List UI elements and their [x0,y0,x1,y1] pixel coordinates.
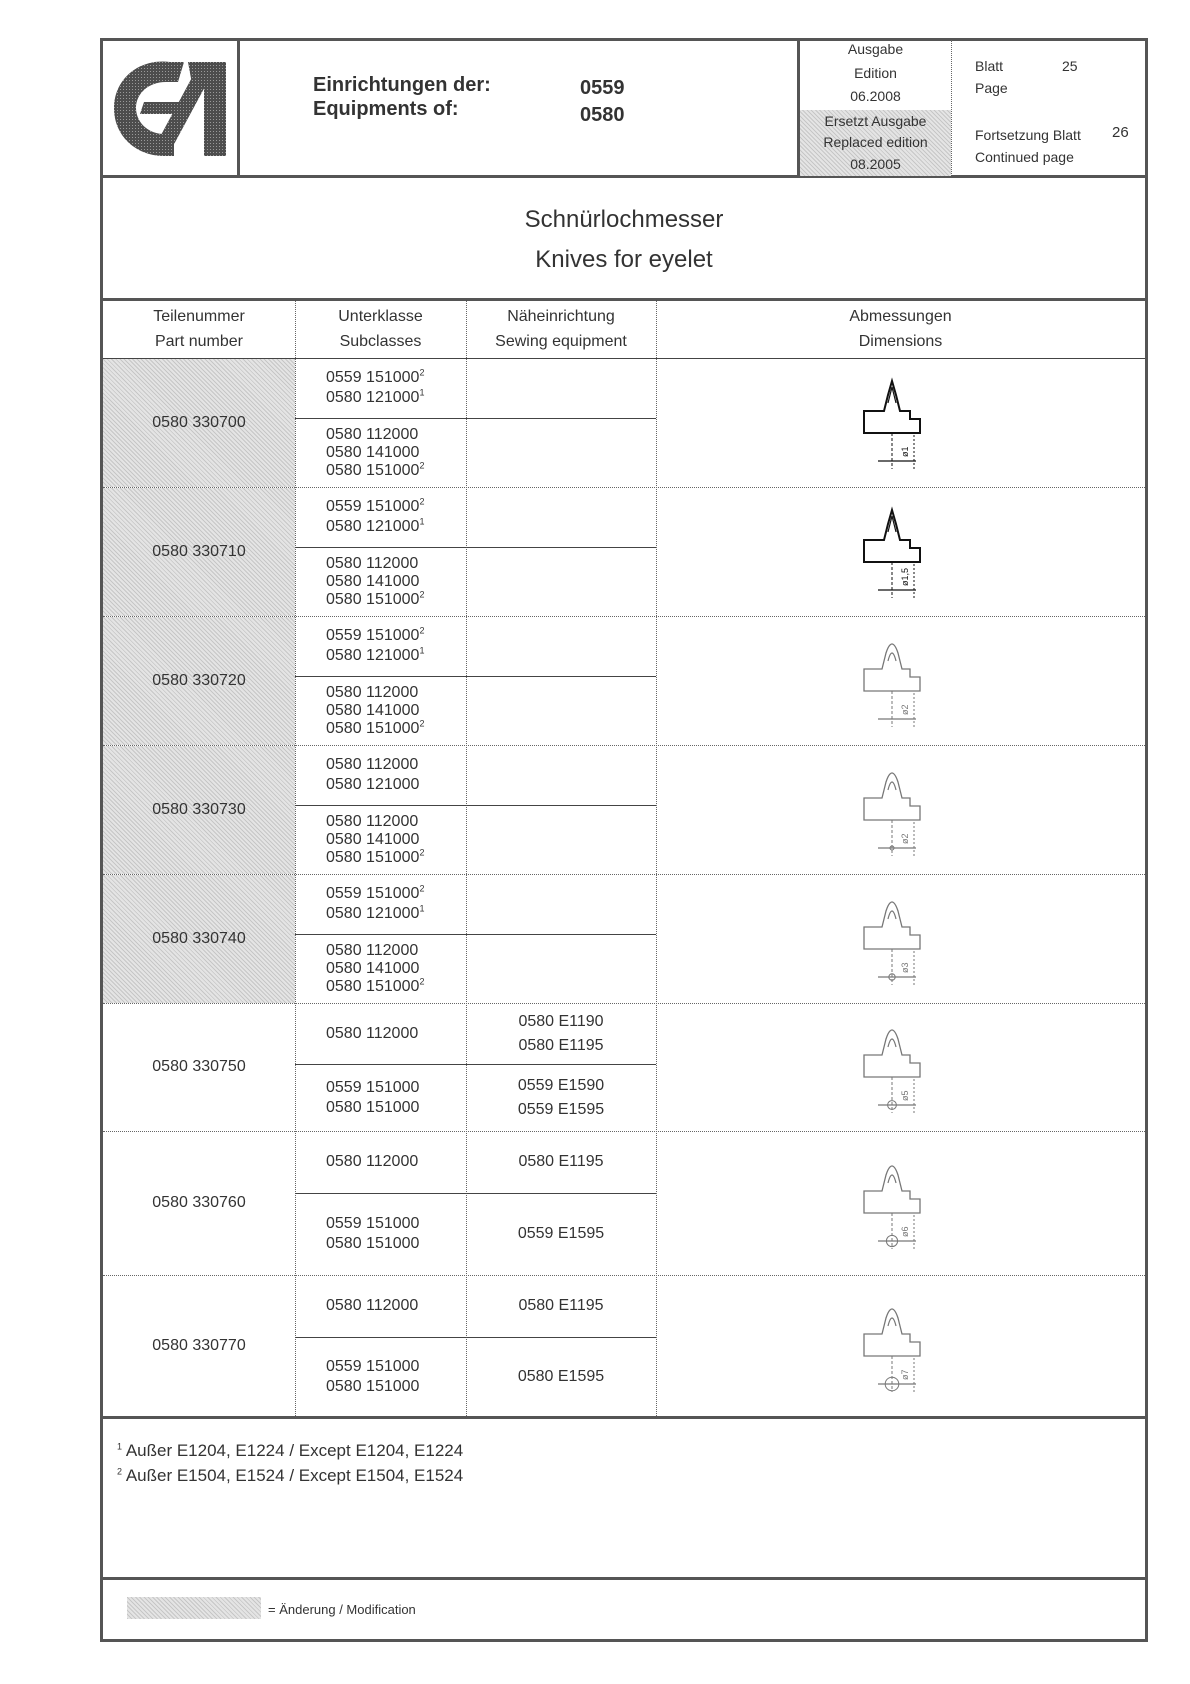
subclass-number: 0559 151000 [326,369,420,386]
part-number: 0580 330730 [152,801,246,818]
column-header-de: Näheinrichtung [507,308,615,325]
subclass-number: 0580 151000 [326,1378,420,1395]
header-divider [951,40,952,176]
dimension-label: ø5 [900,1090,910,1101]
subclass-line [326,1214,419,1234]
subclass-number: 0580 121000 [326,389,420,406]
subclass-line [326,1296,418,1316]
subclass-number: 0580 151000 [326,591,420,608]
company-logo [108,56,230,161]
class-number-1: 0559 [580,77,625,99]
subclass-number: 0580 141000 [326,960,420,977]
subclass-line [326,573,419,591]
subclass-number: 0580 121000 [326,905,420,922]
footnote-reference: 2 [419,883,425,894]
subclass-number: 0580 112000 [326,1153,419,1170]
subclass-divider [295,1337,656,1338]
table-bottom-rule [100,1416,1148,1419]
subclass-line [326,497,424,517]
footnote-reference: 1 [419,516,425,527]
subclass-line [326,942,418,960]
subclass-number: 0580 151000 [326,1235,420,1252]
subclass-line [326,444,419,462]
footnote-reference: 2 [419,976,425,987]
column-header-de: Teilenummer [153,308,245,325]
footnote-reference: 2 [419,847,425,858]
footnote-reference: 2 [419,460,425,471]
subclass-number: 0559 151000 [326,1215,420,1232]
column-divider [656,301,657,1416]
subclass-line [326,517,424,537]
edition-label-en: Edition [854,65,897,81]
subclass-line [326,702,419,720]
sewing-equipment: 0580 E1195 [518,1037,604,1054]
sheet-number: 25 [1062,58,1078,74]
subclass-number: 0580 121000 [326,776,420,793]
continued-number: 26 [1112,124,1129,141]
subclass-line [326,1357,419,1377]
footnote-reference: 2 [419,718,425,729]
subclass-line [326,1377,419,1397]
knife-dimension-drawing [854,502,944,602]
footnote-reference: 1 [419,645,425,656]
footnote-2 [117,1465,463,1487]
subclass-number: 0580 141000 [326,444,420,461]
continued-label-en: Continued page [975,149,1074,165]
subclass-number: 0580 141000 [326,573,420,590]
sewing-equipment: 0580 E1195 [518,1153,604,1170]
dimension-label: ø7 [900,1369,910,1380]
subclass-line [326,462,424,480]
subclass-divider [295,676,656,677]
subclass-line [326,775,419,795]
subclass-number: 0580 151000 [326,462,420,479]
subclass-line [326,904,424,924]
subclass-divider [295,805,656,806]
class-number-2: 0580 [580,104,625,126]
sewing-equipment: 0559 E1595 [517,1225,605,1242]
edition-date: 06.2008 [850,88,901,104]
subclass-line [326,368,424,388]
dimension-label: ø2 [900,704,910,715]
part-number: 0580 330700 [152,414,246,431]
table-row-divider [103,1003,1145,1004]
subclass-line [326,426,418,444]
column-header-de: Unterklasse [338,308,423,325]
column-header-en: Part number [154,333,244,350]
subclass-line [326,960,419,978]
sewing-equipment: 0559 E1590 [517,1077,605,1094]
subclass-line [326,849,424,867]
subclass-line [326,831,419,849]
footnote-reference: 2 [419,496,425,507]
subclass-line [326,1078,419,1098]
dimension-label: ø6 [900,1226,910,1237]
subclass-number: 0580 112000 [326,756,419,773]
part-number: 0580 330750 [152,1058,246,1075]
sheet-label-en: Page [975,80,1008,96]
subclass-line [326,720,424,738]
title-en: Equipments of: [313,98,459,120]
footnote-mark: 1 [117,1441,123,1452]
dimension-label: ø1,5 [900,567,910,586]
dimension-label: ø2 [900,833,910,844]
subclass-number: 0580 112000 [326,1297,419,1314]
legend-top-rule [100,1577,1148,1580]
part-number: 0580 330720 [152,672,246,689]
column-divider [466,301,467,1416]
knife-dimension-drawing [854,373,944,473]
footnote-text: Außer E1504, E1524 / Except E1504, E1524 [125,1466,464,1485]
modification-swatch [127,1597,261,1619]
subclass-number: 0580 112000 [326,426,419,443]
sewing-equipment: 0580 E1595 [517,1368,605,1385]
part-number: 0580 330710 [152,543,246,560]
subclass-number: 0580 112000 [326,555,419,572]
sewing-equipment: 0559 E1595 [517,1101,605,1118]
sewing-equipment: 0580 E1190 [518,1013,604,1030]
subclass-number: 0580 121000 [326,518,420,535]
header-divider [237,38,240,178]
column-header-en: Dimensions [858,333,943,350]
subclass-number: 0580 112000 [326,684,419,701]
subclass-number: 0559 151000 [326,498,420,515]
edition-label-de: Ausgabe [847,41,904,57]
section-bottom-rule [100,298,1148,301]
subclass-number: 0559 151000 [326,1358,420,1375]
footnote-reference: 2 [419,625,425,636]
knife-dimension-drawing [854,760,944,860]
subclass-line [326,813,418,831]
section-title-en: Knives for eyelet [535,246,713,273]
sheet-label-de: Blatt [975,58,1004,74]
header-bottom-rule [100,175,1148,178]
subclass-divider [295,418,656,419]
subclass-line [326,1234,419,1254]
subclass-number: 0580 151000 [326,849,420,866]
part-number: 0580 330770 [152,1337,246,1354]
part-number: 0580 330760 [152,1194,246,1211]
column-header-en: Sewing equipment [495,333,627,350]
subclass-number: 0580 112000 [326,942,419,959]
replaced-label-en: Replaced edition [823,134,928,150]
subclass-divider [295,934,656,935]
subclass-line [326,978,424,996]
subclass-line [326,626,424,646]
subclass-divider [295,1193,656,1194]
subclass-line [326,1098,419,1118]
part-number: 0580 330740 [152,930,246,947]
footnote-reference: 2 [419,589,425,600]
subclass-line [326,884,424,904]
footnote-mark: 2 [117,1466,123,1477]
dimension-label: ø3 [900,962,910,973]
table-row-divider [103,1131,1145,1132]
knife-dimension-drawing [854,1296,944,1396]
subclass-number: 0580 141000 [326,831,420,848]
replaced-date: 08.2005 [850,156,901,172]
subclass-number: 0580 151000 [326,978,420,995]
footnote-reference: 1 [419,903,425,914]
subclass-line [326,388,424,408]
table-row-divider [103,1275,1145,1276]
subclass-number: 0559 151000 [326,1079,420,1096]
footnote-text: Außer E1204, E1224 / Except E1204, E1224 [125,1441,464,1460]
continued-label-de: Fortsetzung Blatt [975,127,1081,143]
title-de: Einrichtungen der: [313,74,491,96]
subclass-line [326,555,418,573]
subclass-line [326,646,424,666]
subclass-line [326,1024,418,1044]
subclass-number: 0580 112000 [326,813,419,830]
column-divider [295,301,296,1416]
subclass-divider [295,547,656,548]
sewing-equipment: 0580 E1195 [518,1297,604,1314]
subclass-number: 0580 151000 [326,1099,420,1116]
subclass-line [326,684,418,702]
dimension-label: ø1 [900,446,910,457]
subclass-number: 0559 151000 [326,885,420,902]
subclass-line [326,591,424,609]
footnote-reference: 1 [419,387,425,398]
footnote-reference: 2 [419,367,425,378]
legend-text: = Änderung / Modification [268,1602,416,1617]
knife-dimension-drawing [854,631,944,731]
subclass-number: 0580 141000 [326,702,420,719]
subclass-number: 0580 121000 [326,647,420,664]
column-header-en: Subclasses [339,333,422,350]
subclass-line [326,1152,418,1172]
subclass-number: 0580 151000 [326,720,420,737]
section-title-de: Schnürlochmesser [524,206,724,233]
column-header-de: Abmessungen [849,308,952,325]
replaced-label-de: Ersetzt Ausgabe [824,113,927,129]
knife-dimension-drawing [854,889,944,989]
subclass-line [326,755,418,775]
knife-dimension-drawing [854,1153,944,1253]
subclass-number: 0580 112000 [326,1025,419,1042]
subclass-number: 0559 151000 [326,627,420,644]
footnote-1 [117,1440,463,1462]
knife-dimension-drawing [854,1017,944,1117]
subclass-divider [295,1064,656,1065]
